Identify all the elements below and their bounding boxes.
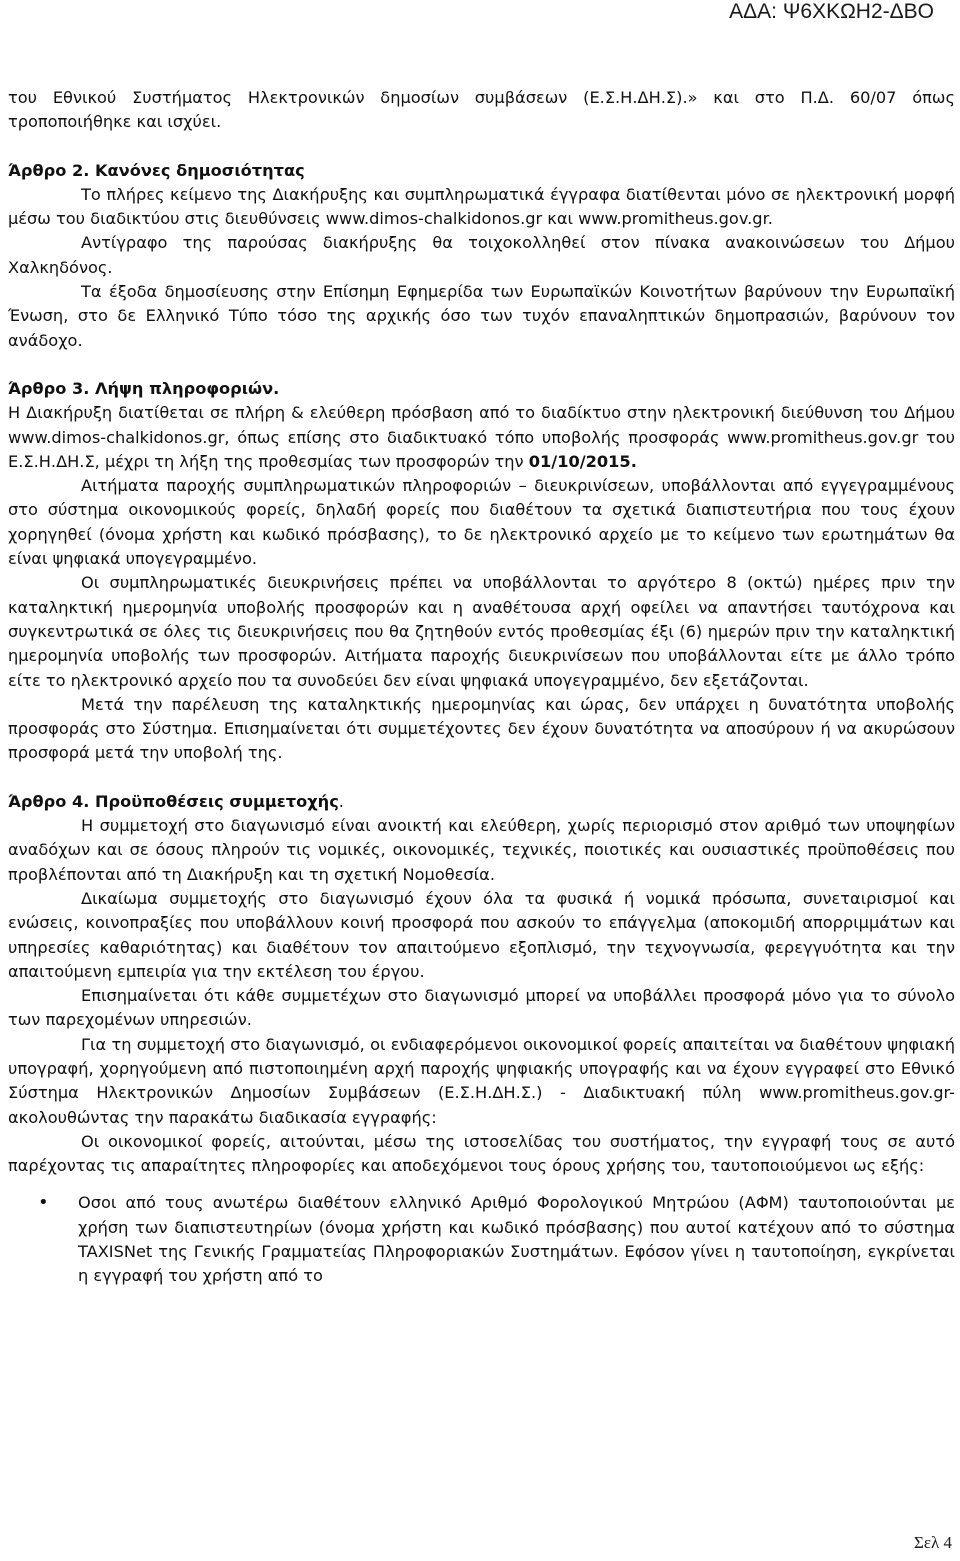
ada-code: ΑΔΑ: Ψ6ΧΚΩΗ2-ΔΒΟ (729, 0, 934, 23)
article-4-heading-line (8, 790, 955, 814)
article-4-paragraph-1: Η συμμετοχή στο διαγωνισμό είναι ανοικτή και ελεύθερη, χωρίς περιορισμό στον αριθμό των υποψηφίων αναδόχων και σε όσους πληρούν τις νομικές, οικονομικές, τεχνικές, ποιοτικές και ουσιαστικές προϋποθέσεις που προβλέπονται από τη Διακήρυξη και τη σχετική Νομοθεσία. (8, 816, 955, 884)
article-4-paragraph-3: Επισημαίνεται ότι κάθε συμμετέχων στο διαγωνισμό μπορεί να υποβάλλει προσφορά μόνο για το σύνολο των παρεχομένων υπηρεσιών. (8, 986, 955, 1030)
article-3-paragraph-1 (8, 401, 955, 474)
paragraph-intro: του Εθνικού Συστήματος Ηλεκτρονικών δημοσίων συμβάσεων (Ε.Σ.Η.ΔΗ.Σ).» και στο Π.Δ. 60/07 όπως τροποποιήθηκε και ισχύει. (8, 88, 955, 132)
bullet-item: • Οσοι από τους ανωτέρω διαθέτουν ελληνικό Αριθμό Φορολογικού Μητρώου (ΑΦΜ) ταυτοποιούνται με χρήση των διαπιστευτηρίων (όνομα χρήστη και κωδικό πρόσβασης) που αυτοί κατέχουν από το σύστημα TAXISNet της Γενικής Γραμματείας Πληροφοριακών Συστημάτων. Εφόσον γίνει η ταυτοποίηση, εγκρίνεται η εγγραφή του χρήστη από το (8, 1191, 955, 1288)
article-2-paragraph-3: Τα έξοδα δημοσίευσης στην Επίσημη Εφημερίδα των Ευρωπαϊκών Κοινοτήτων βαρύνουν την Ευρωπαϊκή Ένωση, στο δε Ελληνικό Τύπο τόσο της αρχικής όσο των τυχόν επαναληπτικών δημοπρασιών, βαρύνουν τον ανάδοχο. (8, 282, 955, 350)
article-2-paragraph-2: Αντίγραφο της παρούσας διακήρυξης θα τοιχοκολληθεί στον πίνακα ανακοινώσεων του Δήμου Χαλκηδόνος. (8, 233, 955, 277)
document-body (8, 86, 955, 1289)
article-2-heading: Άρθρο 2. Κανόνες δημοσιότητας (8, 160, 305, 180)
page-number: Σελ 4 (913, 1533, 952, 1552)
bullet-list (8, 1191, 955, 1288)
article-3-heading: Άρθρο 3. Λήψη πληροφοριών. (8, 378, 280, 398)
article-3-paragraph-2: Αιτήματα παροχής συμπληρωματικών πληροφοριών – διευκρινίσεων, υποβάλλονται από εγγεγραμμένους στο σύστημα οικονομικούς φορείς, δηλαδή φορείς που διαθέτουν τα σχετικά διαπιστευτήρια που τους έχουν χορηγηθεί (όνομα χρήστη και κωδικό πρόσβασης), το δε ηλεκτρονικό αρχείο με το κείμενο των ερωτημάτων θα είναι ψηφιακά υπογεγραμμένο. (8, 476, 955, 569)
article-4-paragraph-5: Οι οικονομικοί φορείς, αιτούνται, μέσω της ιστοσελίδας του συστήματος, την εγγραφή τους σε αυτό παρέχοντας τις απαραίτητες πληροφορίες και αποδεχόμενοι τους όρους χρήσης του, ταυτοποιούμενοι ως εξής: (8, 1131, 955, 1176)
article-4-paragraph-4: Για τη συμμετοχή στο διαγωνισμό, οι ενδιαφερόμενοι οικονομικοί φορείς απαιτείται να διαθέτουν ψηφιακή υπογραφή, χορηγούμενη από πιστοποιημένη αρχή παροχής ψηφιακής υπογραφής και να έχουν εγγραφεί στο Εθνικό Σύστημα Ηλεκτρονικών Δημοσίων Συμβάσεων (Ε.Σ.Η.ΔΗ.Σ.) - Διαδικτυακή πύλη www.promitheus.gov.gr- ακολουθώντας την παρακάτω διαδικασία εγγραφής: (8, 1034, 955, 1127)
article-4-heading: Άρθρο 4. Προϋποθέσεις συμμετοχής (8, 791, 339, 811)
article-4-paragraph-2: Δικαίωμα συμμετοχής στο διαγωνισμό έχουν όλα τα φυσικά ή νομικά πρόσωπα, συνεταιρισμοί και ενώσεις, κοινοπραξίες που υποβάλλουν κοινή προσφορά που ασκούν το επάγγελμα (αποκομιδή απορριμμάτων και υπηρεσίες καθαριότητας) και διαθέτουν τον απαιτούμενο εξοπλισμό, την τεχνογνωσία, φερεγγυότητα και την απαιτούμενη εμπειρία για την εκτέλεση του έργου. (8, 888, 955, 981)
article-3-paragraph-4: Μετά την παρέλευση της καταληκτικής ημερομηνίας και ώρας, δεν υπάρχει η δυνατότητα υποβολής προσφοράς στο Σύστημα. Επισημαίνεται ότι συμμετέχοντες δεν έχουν δυνατότητα να αποσύρουν ή να ακυρώσουν προσφορά μετά την υποβολή της. (8, 694, 955, 763)
deadline-date: 01/10/2015 (528, 451, 631, 471)
article-4-heading-period: . (338, 791, 344, 811)
article-2-paragraph-1: Το πλήρες κείμενο της Διακήρυξης και συμπληρωματικά έγγραφα διατίθενται μόνο σε ηλεκτρονική μορφή μέσω του διαδικτύου στις διευθύνσεις www.dimos-chalkidonos.gr και www.promitheus.gov.gr. (8, 184, 955, 229)
article-3-paragraph-1-text: Η Διακήρυξη διατίθεται σε πλήρη & ελεύθερη πρόσβαση από το διαδίκτυο στην ηλεκτρονική διεύθυνση του Δήμου www.dimos-chalkidonos.gr, όπως επίσης στο διαδικτυακό τόπο υποβολής προσφοράς www.promitheus.gov.gr του Ε.Σ.Η.ΔΗ.Σ, μέχρι τη λήξη της προθεσμίας των προσφορών την (8, 403, 955, 471)
deadline-period: . (630, 451, 637, 471)
article-3-paragraph-3: Οι συμπληρωματικές διευκρινήσεις πρέπει να υποβάλλονται το αργότερο 8 (οκτώ) ημέρες πριν την καταληκτική ημερομηνία υποβολής προσφορών και η αναθέτουσα αρχή οφείλει να απαντήσει ταυτόχρονα και συγκεντρωτικά σε όλες τις διευκρινήσεις που θα ζητηθούν εντός προθεσμίας έξι (6) ημερών πριν την καταληκτική ημερομηνία υποβολής των προσφορών. Αιτήματα παροχής διευκρινίσεων που υποβάλλονται είτε με άλλο τρόπο είτε το ηλεκτρονικό αρχείο που τα συνοδεύει δεν είναι ψηφιακά υπογεγραμμένο, δεν εξετάζονται. (8, 573, 955, 690)
